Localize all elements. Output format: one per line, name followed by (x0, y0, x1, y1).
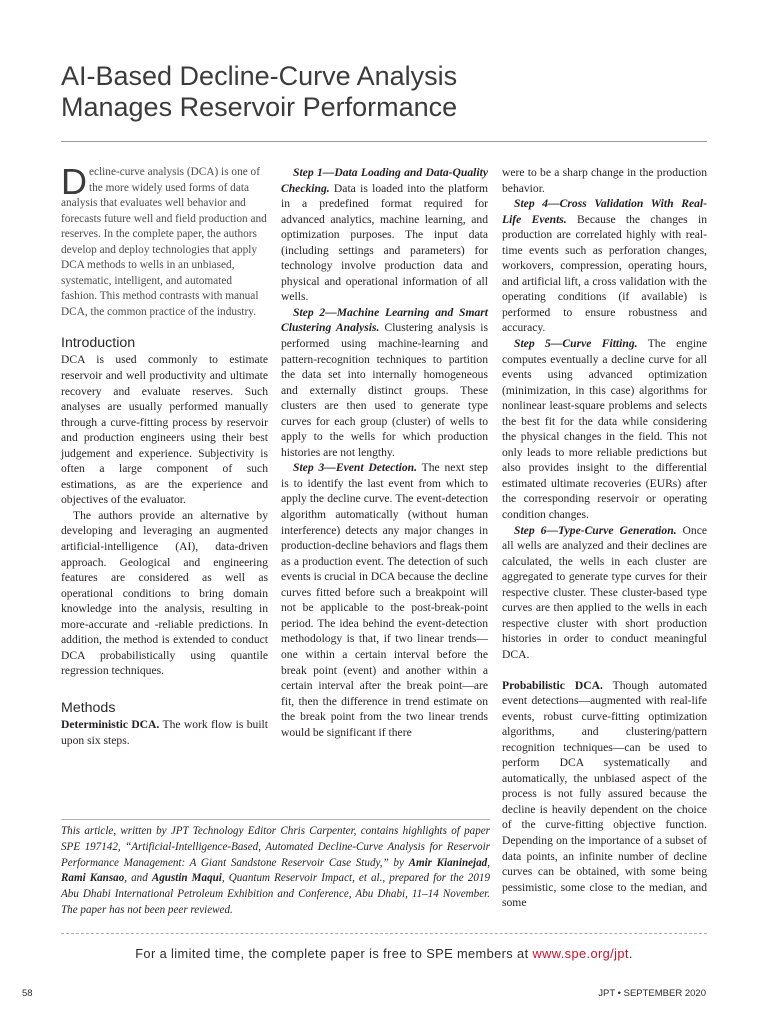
note-separator-1: , (487, 856, 490, 869)
note-author-3: Agustin Maqui (151, 872, 222, 885)
issue-label: JPT • SEPTEMBER 2020 (598, 988, 706, 999)
step-6-paragraph (502, 523, 707, 663)
title-rule (61, 141, 707, 142)
note-author-1: Amir Kianinejad (408, 856, 488, 869)
step-1-text: Data is loaded into the platform in a predefined format required for advanced analytics, machine learning, and optimization purposes. The input data (including settings and parameters) for technology involve production data and physical and operational information of all wells. (281, 181, 488, 304)
probabilistic-paragraph (502, 678, 707, 911)
step-6-label: Step 6—Type-Curve Generation. (514, 523, 677, 537)
step-5-paragraph (502, 336, 707, 523)
title-line-2: Manages Reservoir Performance (61, 92, 458, 122)
step-2-label: Step 2—Machine Learning and Smart Clustering Analysis. (281, 305, 488, 335)
step-3-label: Step 3—Event Detection. (293, 461, 417, 475)
drop-cap: D (61, 161, 87, 202)
introduction-paragraph-1: DCA is used commonly to estimate reservoir and well productivity and ultimate recovery and evaluate reserves. Such analyses are usually performed manually through a curve-fitting process by reservoir and production engineers using their best judgement and experience. Subjectivity is often a large component of such estimations, as are the experience and objectives of the evaluator. (61, 353, 268, 507)
page-number: 58 (22, 988, 33, 999)
note-separator-2: , and (124, 872, 152, 885)
step-3-continuation: were to be a sharp change in the production behavior. (502, 166, 707, 195)
intro-text: ecline-curve analysis (DCA) is one of the more widely used forms of data analysis that evaluates well behavior and forecasts future well and field production and reserves. In the complete paper, the authors develop and deploy technologies that apply DCA methods to wells in an unbiased, systematic, intelligent, and automated fashion. This method contrasts with manual DCA, the common practice of the industry. (61, 166, 267, 318)
step-6-text: Once all wells are analyzed and their declines are calculated, the wells in each cluster are aggregated to generate type curves for their respective cluster. These cluster-based type curves are then applied to the wells in each respective cluster with short production histories in order to conduct meaningful DCA. (502, 523, 707, 661)
probabilistic-label: Probabilistic DCA. (502, 678, 603, 692)
intro-paragraph (61, 161, 268, 320)
deterministic-text: The work flow is built upon six steps. (61, 717, 268, 747)
promo-banner (61, 946, 707, 961)
step-3-text: The next step is to identify the last event from which to apply the decline curve. The event-detection algorithm automatically (without human interference) detects any major changes in production-decline behaviors and flags them as a production event. The detection of such events is crucial in DCA because the decline curves fitted before such a breakpoint will not be applicable to the post-break-point period. The idea behind the event-detection methodology is that, if two linear trends—one within a certain interval before the break point (event) and another within a certain interval after the break point—are fit, then the difference in trend estimate on the break point from the two linear trends would be significant if there (281, 461, 488, 739)
deterministic-label: Deterministic DCA. (61, 717, 160, 731)
title-line-1: AI-Based Decline-Curve Analysis (61, 61, 458, 91)
column-2 (281, 165, 488, 740)
step-4-label: Step 4—Cross Validation With Real-Life Events. (502, 197, 707, 226)
step-5-label: Step 5—Curve Fitting. (514, 337, 638, 351)
introduction-heading: Introduction (61, 335, 136, 352)
column-3 (502, 165, 707, 911)
deterministic-paragraph (61, 717, 268, 748)
note-author-2: Rami Kansao (61, 872, 125, 885)
promo-link[interactable]: www.spe.org/jpt (532, 946, 629, 961)
methods-heading: Methods (61, 699, 116, 716)
step-1-label: Step 1—Data Loading and Data-Quality Checking. (281, 166, 488, 195)
column-1 (61, 161, 268, 748)
introduction-paragraph-2: The authors provide an alternative by developing and leveraging an augmented artificial-intelligence (AI), data-driven approach. Geological and engineering features are considered as well as operational conditions to bring domain knowledge into the analysis, resulting in more-accurate and -reliable predictions. In addition, the method is extended to conduct DCA probabilistically using quantile regression techniques. (61, 508, 268, 678)
promo-text: For a limited time, the complete paper is free to SPE members at (135, 946, 533, 961)
step-5-text: The engine computes eventually a decline curve for all events using advanced optimization (minimization, in this case) algorithms for nonlinear least-square problems and selects the best fit for the data while considering the physical changes in the field. This not only leads to more reliable predictions but also provides insight to the differential estimated ultimate recoveries (EURs) after the corresponding reservoir or operating condition changes. (502, 337, 707, 522)
dashed-divider (61, 933, 707, 934)
editor-note (61, 819, 490, 919)
probabilistic-text: Though automated event detections—augmented with real-life events, robust curve-fitting optimization algorithms, and clustering/pattern recognition techniques—can be used to perform DCA systematically and automatically, the unbiased aspect of the process is not fully assured because the decline is heavily dependent on the choice of the curve-fitting objective function. Depending on the importance of a subset of data points, an infinite number of decline curves can be obtained, with some being pessimistic, some close to the median, and some (502, 678, 707, 910)
step-1-paragraph (281, 165, 488, 305)
article-title (61, 61, 721, 123)
step-4-text: Because the changes in production are correlated highly with real-time events such as perforation changes, workovers, compression, operating hours, and artificial lift, a cross validation with the operating conditions (if available) is performed to ensure robustness and accuracy. (502, 212, 707, 335)
step-2-text: Clustering analysis is performed using machine-learning and pattern-recognition techniques to partition the data set into internally homogeneous and externally distinct groups. These clusters are then used to generate type curves for each group (cluster) of wells to apply to the wells for which production histories are not lengthy. (281, 321, 488, 459)
promo-end: . (628, 946, 633, 961)
step-2-paragraph (281, 305, 488, 460)
note-text-2: , Quantum Reservoir Impact, et al., prepared for the 2019 Abu Dhabi International Petroleum Exhibition and Conference, Abu Dhabi, 11–14 November. The paper has not been peer reviewed. (61, 872, 490, 916)
step-3-paragraph (281, 460, 488, 740)
step-4-paragraph (502, 196, 707, 336)
note-text-1: This article, written by JPT Technology Editor Chris Carpenter, contains highlights of paper SPE 197142, “Artificial-Intelligence-Based, Automated Decline-Curve Analysis for Reservoir Performance Management: A Giant Sandstone Reservoir Case Study,” by (61, 825, 490, 869)
